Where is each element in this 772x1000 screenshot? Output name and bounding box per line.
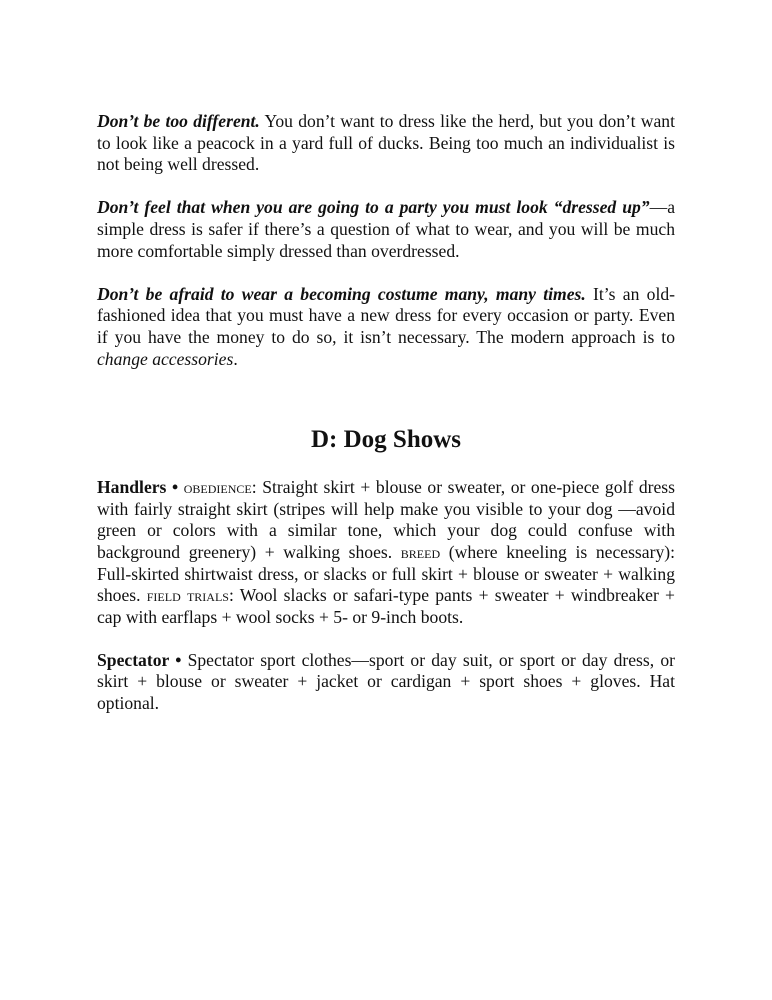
spectator-label: Spectator — [97, 649, 169, 670]
paragraph-lead: Don’t feel that when you are going to a party you must look “dressed up” — [97, 197, 650, 218]
paragraph-dont-feel-dressed-up — [97, 197, 675, 262]
paragraph-lead: Don’t be too different. — [97, 111, 260, 131]
handlers-label: Handlers — [97, 477, 167, 498]
paragraph-text: It’s an old-fashioned idea that you must have a new dress for every occasion or party. Even if you have the money to do so, it isn’t necessary. The modern approach is to — [97, 283, 675, 347]
breed-text: (where kneeling is necessary): Full-skirted shirtwaist dress, or slacks or full skirt + blouse or sweater + walking shoes. — [97, 541, 675, 606]
field-trials-label: field trials — [146, 585, 229, 606]
paragraph-dont-be-afraid — [97, 284, 675, 370]
field-trials-text: : Wool slacks or safari-type pants + sweater + windbreaker + cap with earflaps + wool socks + 5- or 9-inch boots. — [97, 585, 675, 627]
breed-label: breed — [400, 541, 441, 562]
document-page — [97, 111, 675, 715]
bullet: • — [169, 649, 188, 670]
paragraph-text: —a simple dress is safer if there’s a question of what to wear, and you will be much more comfortable simply dressed than overdressed. — [97, 197, 675, 261]
section-heading: D: Dog Shows — [310, 426, 462, 454]
paragraph-lead: Don’t be afraid to wear a becoming costume many, many times. — [97, 283, 586, 304]
paragraph-dont-be-too-different — [97, 111, 675, 176]
paragraph-text: You don’t want to dress like the herd, but you don’t want to look like a peacock in a yard full of ducks. Being too much an individualist is not being well dressed. — [97, 111, 675, 175]
obedience-label: obedience — [183, 477, 252, 498]
paragraph-handlers — [97, 477, 675, 628]
bullet: • — [166, 477, 184, 498]
obedience-text: : Straight skirt + blouse or sweater, or one-piece golf dress with fairly straight skirt (stripes will help make you visible to your dog —avoid green or colors with a similar tone, which your dog could confuse with background greenery) + walking shoes. — [97, 477, 675, 562]
spectator-text: Spectator sport clothes—sport or day suit, or sport or day dress, or skirt + blouse or sweater + jacket or cardigan + sport shoes + gloves. Hat optional. — [97, 649, 675, 714]
paragraph-end: . — [233, 348, 238, 369]
paragraph-emphasis: change accessories — [97, 348, 234, 369]
paragraph-spectator — [97, 650, 675, 715]
